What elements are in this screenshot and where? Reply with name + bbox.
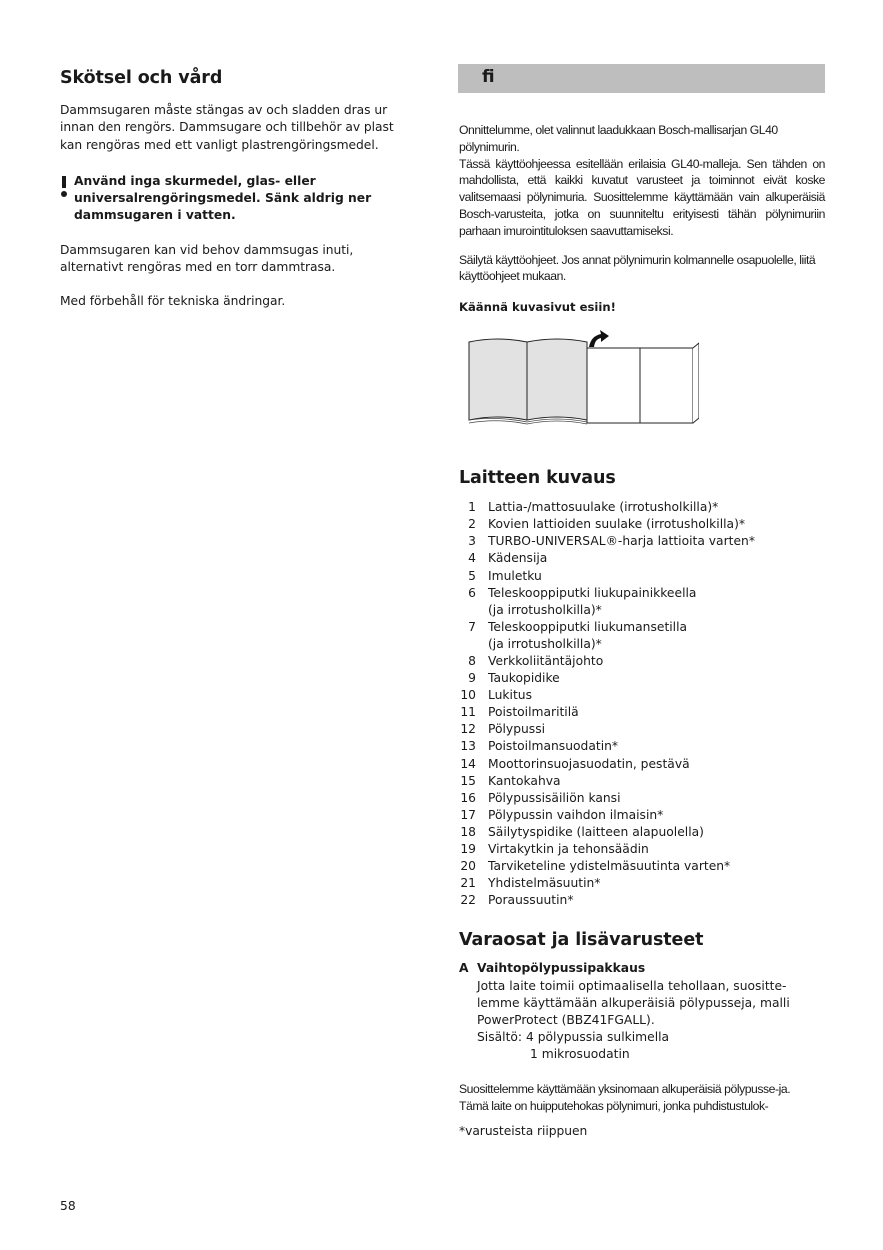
list-item: 8 Verkkoliitäntäjohto xyxy=(468,654,604,669)
fold-out-pages-illustration xyxy=(467,328,825,432)
list-item: 22 Poraussuutin* xyxy=(460,893,574,908)
intro-paragraph-2: Tässä käyttöohjeessa esitellään erilaisia GL40-malleja. Sen tähden on mahdollista, että kaikki kuvatut varusteet ja toiminnot eivät koske valitsemaasi pölynimuria. Suosittelemme käyttämään vain alkuperäisiä Bosch-varusteita, jotka on suunniteltu erityisesti tähän pölynimuriin parhaan imurointituloksen saavuttamiseksi. xyxy=(459,156,825,238)
right-column xyxy=(459,64,825,1140)
list-item: 9 Taukopidike xyxy=(468,671,560,686)
section-heading-description: Laitteen kuvaus xyxy=(459,468,616,489)
list-item: 17 Pölypussin vaihdon ilmaisin* xyxy=(460,807,664,822)
list-item: 21 Yhdistelmäsuutin* xyxy=(460,876,601,891)
footnote: *varusteista riippuen xyxy=(459,1123,588,1138)
list-item: 6 Teleskooppiputki liukupainikkeella (ja irrotusholkilla)* xyxy=(468,585,697,617)
list-item: 19 Virtakytkin ja tehonsäädin xyxy=(460,842,649,857)
technical-changes-note: Med förbehåll för tekniska ändringar. xyxy=(60,294,286,309)
list-item: 14 Moottorinsuojasuodatin, pestävä xyxy=(460,756,690,771)
warning-note: Använd inga skurmedel, glas- eller universalrengöringsmedel. Sänk aldrig ner dammsugaren i vatten. xyxy=(60,173,425,225)
list-item: 3 TURBO-UNIVERSAL®-harja lattioita varten* xyxy=(468,534,755,549)
keep-instructions-note: Säilytä käyttöohjeet. Jos annat pölynimurin kolmannelle osapuolelle, liitä käyttöohjeet mukaan. xyxy=(459,252,816,284)
list-item: 15 Kantokahva xyxy=(460,773,561,788)
care-paragraph-1: Dammsugaren måste stängas av och sladden dras ur innan den rengörs. Dammsugare och tillbehör av plast kan rengöras med ett vanligt plastrengöringsmedel. xyxy=(60,103,394,152)
exclamation-icon xyxy=(60,176,68,197)
arrow-icon xyxy=(589,330,609,347)
spare-item-a: A Vaihtopölypussipakkaus Jotta laite toimii optimaalisella tehollaan, suositte- lemme käyttämään alkuperäisiä pölypusseja, malli PowerProtect (BBZ41FGALL). Sisältö: 4 pölypussia sulkimella 1 mikrosuodatin xyxy=(459,961,790,1061)
section-heading-care: Skötsel och vård xyxy=(60,68,223,88)
page-number: 58 xyxy=(60,1199,76,1213)
list-item: 5 Imuletku xyxy=(468,568,542,583)
care-paragraph-2: Dammsugaren kan vid behov dammsugas inuti, alternativt rengöras med en torr dammtrasa. xyxy=(60,242,354,275)
language-code: fi xyxy=(482,67,495,87)
performance-paragraph: Tämä laite on huipputehokas pölynimuri, jonka puhdistustulok- xyxy=(459,1098,769,1113)
list-item: 11 Poistoilmaritilä xyxy=(460,705,579,720)
section-heading-spares: Varaosat ja lisävarusteet xyxy=(459,930,704,951)
list-item: 12 Pölypussi xyxy=(460,722,546,737)
list-item: 7 Teleskooppiputki liukumansetilla (ja irrotusholkilla)* xyxy=(468,619,688,651)
language-bar xyxy=(458,64,825,93)
list-item: 2 Kovien lattioiden suulake (irrotusholkilla)* xyxy=(468,517,746,532)
list-item: 20 Tarviketeline ydistelmäsuutinta varten* xyxy=(460,859,731,874)
list-item: 16 Pölypussisäiliön kansi xyxy=(460,790,621,805)
left-column xyxy=(60,64,425,311)
intro-paragraph-1: Onnittelumme, olet valinnut laadukkaan Bosch-mallisarjan GL40 pölynimurin. xyxy=(459,123,778,154)
list-item: 4 Kädensija xyxy=(468,551,548,566)
recommend-paragraph: Suosittelemme käyttämään yksinomaan alkuperäisiä pölypusse-ja. xyxy=(459,1081,791,1096)
list-item: 18 Säilytyspidike (laitteen alapuolella) xyxy=(460,824,704,839)
fold-out-note: Käännä kuvasivut esiin! xyxy=(459,300,616,315)
list-item: 13 Poistoilmansuodatin* xyxy=(460,739,619,754)
list-item: 1 Lattia-/mattosuulake (irrotusholkilla)* xyxy=(468,500,719,515)
list-item: 10 Lukitus xyxy=(460,688,532,703)
parts-list xyxy=(459,499,825,909)
